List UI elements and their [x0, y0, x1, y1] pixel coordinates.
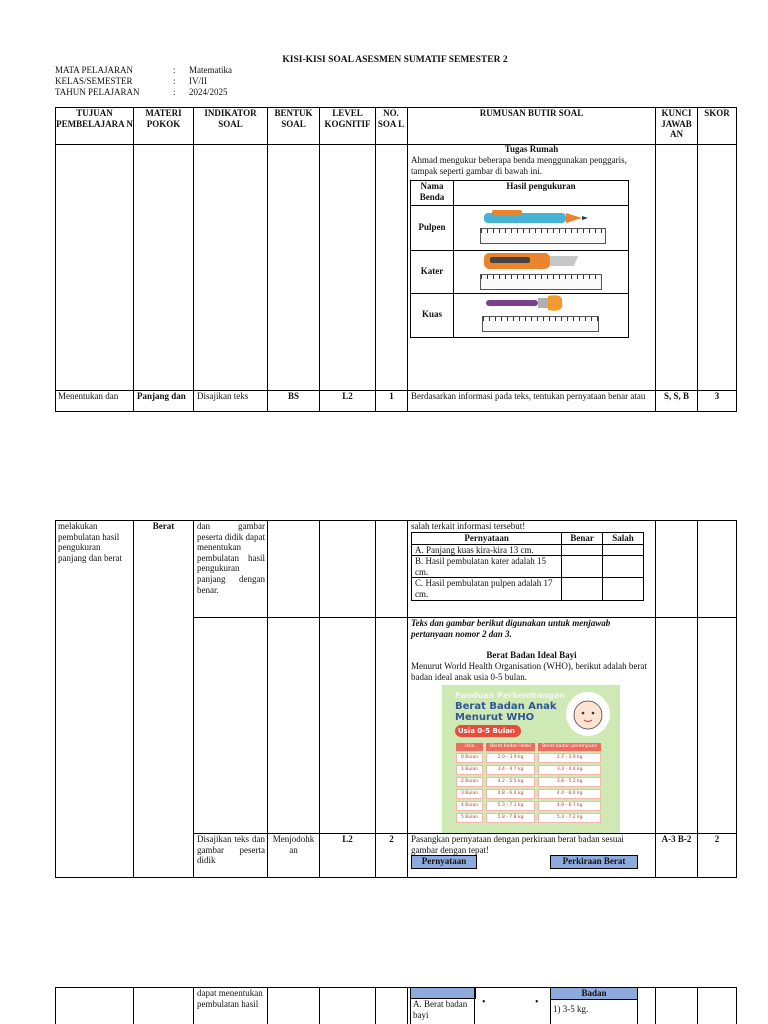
row2-cont-indikator: dapat menentukan pembulatan hasil — [197, 988, 263, 1009]
row1-cont-materi: Berat — [152, 521, 175, 531]
stimulus1-heading: Tugas Rumah — [504, 144, 559, 154]
answer-cell[interactable] — [562, 544, 603, 556]
tf-header-salah: Salah — [603, 533, 644, 545]
item-pulpen: Pulpen — [418, 222, 446, 232]
row1-cont-tujuan: melakukan pembulatan hasil pengukuran panjang dan berat — [58, 521, 122, 563]
meta-year: TAHUN PELAJARAN : 2024/2025 — [55, 87, 228, 97]
header-tujuan: TUJUAN PEMBELAJARA N — [56, 108, 133, 129]
answer-cell[interactable] — [603, 578, 644, 600]
row2-no: 2 — [389, 834, 394, 844]
statement-b: B. Hasil pembulatan kater adalah 15 cm. — [412, 556, 562, 578]
row2-bentuk: Menjodohk an — [272, 834, 315, 855]
answer-cell[interactable] — [562, 556, 603, 578]
statement-a: A. Panjang kuas kira-kira 13 cm. — [412, 544, 562, 556]
cutter-icon — [480, 250, 600, 274]
row1-kunci: S, S, B — [663, 391, 689, 401]
ruler-kuas — [482, 316, 599, 332]
row1-skor: 3 — [714, 391, 720, 401]
match-left-item-a: A. Berat badan bayi — [413, 999, 468, 1020]
row1-rumusan: Berdasarkan informasi pada teks, tentukan pernyataan benar atau — [411, 391, 646, 401]
answer-cell[interactable] — [562, 578, 603, 600]
perkiraan-berat-label: Perkiraan Berat — [550, 855, 638, 869]
answer-cell[interactable] — [603, 556, 644, 578]
stimulus2-text: Menurut World Health Organisation (WHO), berikut adalah berat badan ideal anak usia 0-5 bulan. — [411, 661, 647, 682]
header-skor: SKOR — [704, 108, 730, 118]
who-weight-poster — [442, 685, 620, 833]
match-dot-right[interactable]: • — [535, 997, 539, 1008]
stimulus2-heading: Berat Badan Ideal Bayi — [486, 650, 577, 660]
stimulus2-intro: Teks dan gambar berikut digunakan untuk menjawab pertanyaan nomor 2 dan 3. — [411, 618, 611, 639]
header-materi: MATERI POKOK — [145, 108, 182, 129]
stimulus1-text: Ahmad mengukur beberapa benda menggunakan penggaris, tampak seperti gambar di bawah ini. — [411, 155, 627, 176]
brush-icon — [480, 293, 600, 315]
tf-header-benar: Benar — [562, 533, 603, 545]
answer-cell[interactable] — [603, 544, 644, 556]
baby-face-icon — [562, 689, 614, 739]
row2-skor: 2 — [714, 834, 720, 844]
row1-cont-indikator: dan gambar peserta didik dapat menentukan pembulatan hasil pengukuran panjang dengan benar. — [197, 521, 265, 595]
true-false-table — [411, 532, 644, 601]
weight-table: Usia Berat badan lelaki Berat badan perempuan 0 Bulan 2.0 - 3.9 kg 2.7 - 3.9 kg 1 Bulan 3.4 - 4.7 kg 3.3 - 4.4 kg 2 Bulan 4.2 - 5.5 kg 3.8 - 5.2 kg 3 Bulan 4.8 - 6.4 kg 4.4 - 6.0 kg 4 Bulan 5.3 - 7.1 kg 4.9 - 6.7 kg 5 Bulan 5.8 - 7.8 kg 5.3 - 7.2 kg — [453, 741, 604, 825]
ruler-kater — [480, 274, 602, 290]
row1-cont-rumusan: salah terkait informasi tersebut! — [411, 521, 526, 531]
ruler-pulpen — [480, 228, 606, 244]
header-indikator: INDIKATOR SOAL — [204, 108, 257, 129]
row1-bentuk: BS — [287, 391, 299, 401]
brush-illustration — [480, 293, 600, 315]
row1-indikator: Disajikan teks — [197, 391, 249, 401]
row1-tujuan: Menentukan dan — [58, 391, 119, 401]
cutter-illustration — [480, 250, 600, 274]
item-kuas: Kuas — [421, 309, 442, 319]
match-dot-left[interactable]: • — [482, 997, 486, 1008]
match-right-item-1: 1) 3-5 kg. — [553, 1004, 589, 1014]
row2-rumusan: Pasangkan pernyataan dengan perkiraan berat badan sesuai gambar dengan tepat! — [411, 834, 624, 855]
meta-class: KELAS/SEMESTER : IV/II — [55, 76, 207, 86]
col-hasil-pengukuran: Hasil pengukuran — [506, 181, 576, 191]
row2-indikator: Disajikan teks dan gambar peserta didik — [197, 834, 265, 866]
header-no: NO. SOA L — [377, 108, 405, 129]
statement-c: C. Hasil pembulatan pulpen adalah 17 cm. — [412, 578, 562, 600]
tf-header-pernyataan: Pernyataan — [412, 533, 562, 545]
meta-subject: MATA PELAJARAN : Matematika — [55, 65, 232, 75]
row1-materi: Panjang dan — [137, 391, 186, 401]
document-title: KISI-KISI SOAL ASESMEN SUMATIF SEMESTER 2 — [282, 55, 508, 65]
pernyataan-label: Pernyataan — [411, 855, 477, 869]
row2-kunci: A-3 B-2 — [661, 834, 692, 844]
row1-level: L2 — [342, 391, 353, 401]
row2-level: L2 — [342, 834, 353, 844]
poster-line1: Panduan Perkembangan — [455, 691, 565, 700]
poster-age-badge: Usia 0-5 Bulan — [455, 725, 521, 737]
header-level: LEVEL KOGNITIF — [324, 108, 371, 129]
header-rumusan: RUMUSAN BUTIR SOAL — [479, 108, 584, 118]
header-kunci: KUNCI JAWAB AN — [661, 108, 692, 140]
row1-no: 1 — [389, 391, 394, 401]
badan-label: Badan — [550, 987, 638, 1000]
poster-title: Berat Badan Anak Menurut WHO — [455, 701, 557, 723]
item-kater: Kater — [420, 266, 444, 276]
header-bentuk: BENTUK SOAL — [274, 108, 313, 129]
col-nama-benda: Nama Benda — [419, 181, 445, 202]
